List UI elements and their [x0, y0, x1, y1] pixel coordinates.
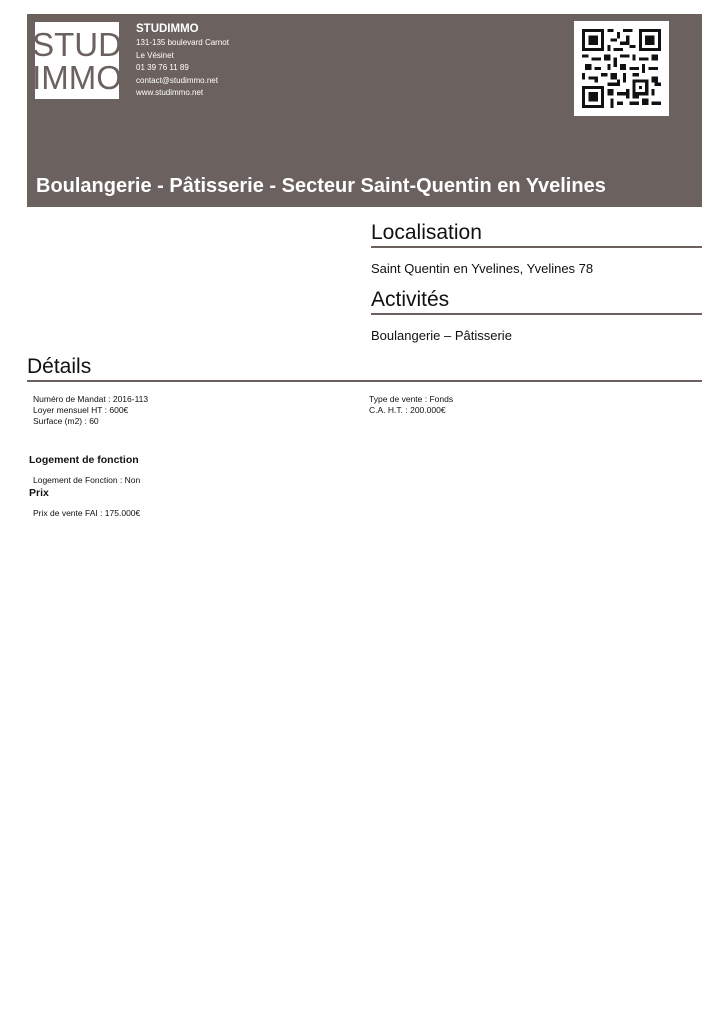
listing-title: Boulangerie - Pâtisserie - Secteur Saint-Quentin en Yvelines — [36, 175, 606, 197]
details-heading: Détails — [27, 355, 702, 382]
agency-address: 131-135 boulevard Carnot — [136, 38, 229, 47]
logement-heading: Logement de fonction — [29, 454, 139, 466]
detail-mandat: Numéro de Mandat : 2016-113 — [33, 394, 149, 404]
localisation-value: Saint Quentin en Yvelines, Yvelines 78 — [371, 261, 594, 276]
detail-surface: Surface (m2) : 60 — [33, 416, 99, 426]
agency-logo — [32, 22, 122, 99]
agency-name: STUDIMMO — [136, 23, 199, 35]
details-right-column — [369, 394, 453, 416]
qr-code-icon — [582, 29, 661, 108]
activites-heading: Activités — [371, 288, 702, 315]
localisation-heading: Localisation — [371, 221, 702, 248]
prix-value: Prix de vente FAI : 175.000€ — [33, 508, 141, 518]
details-left-column — [33, 394, 148, 427]
header-banner — [27, 14, 702, 207]
agency-city: Le Vésinet — [136, 50, 174, 60]
logo-line-1: STUD — [32, 25, 122, 63]
agency-website[interactable]: www.studimmo.net — [136, 88, 204, 97]
qr-code — [574, 21, 669, 116]
prix-heading: Prix — [29, 487, 49, 499]
activites-value: Boulangerie – Pâtisserie — [371, 328, 512, 343]
detail-ca: C.A. H.T. : 200.000€ — [369, 405, 446, 415]
logement-value: Logement de Fonction : Non — [33, 475, 141, 485]
agency-email[interactable]: contact@studimmo.net — [136, 75, 218, 85]
detail-loyer: Loyer mensuel HT : 600€ — [33, 405, 129, 415]
detail-type-vente: Type de vente : Fonds — [369, 394, 454, 404]
agency-phone: 01 39 76 11 89 — [136, 63, 189, 72]
agency-contact — [136, 23, 229, 100]
logo-line-2: IMMO — [32, 58, 122, 96]
